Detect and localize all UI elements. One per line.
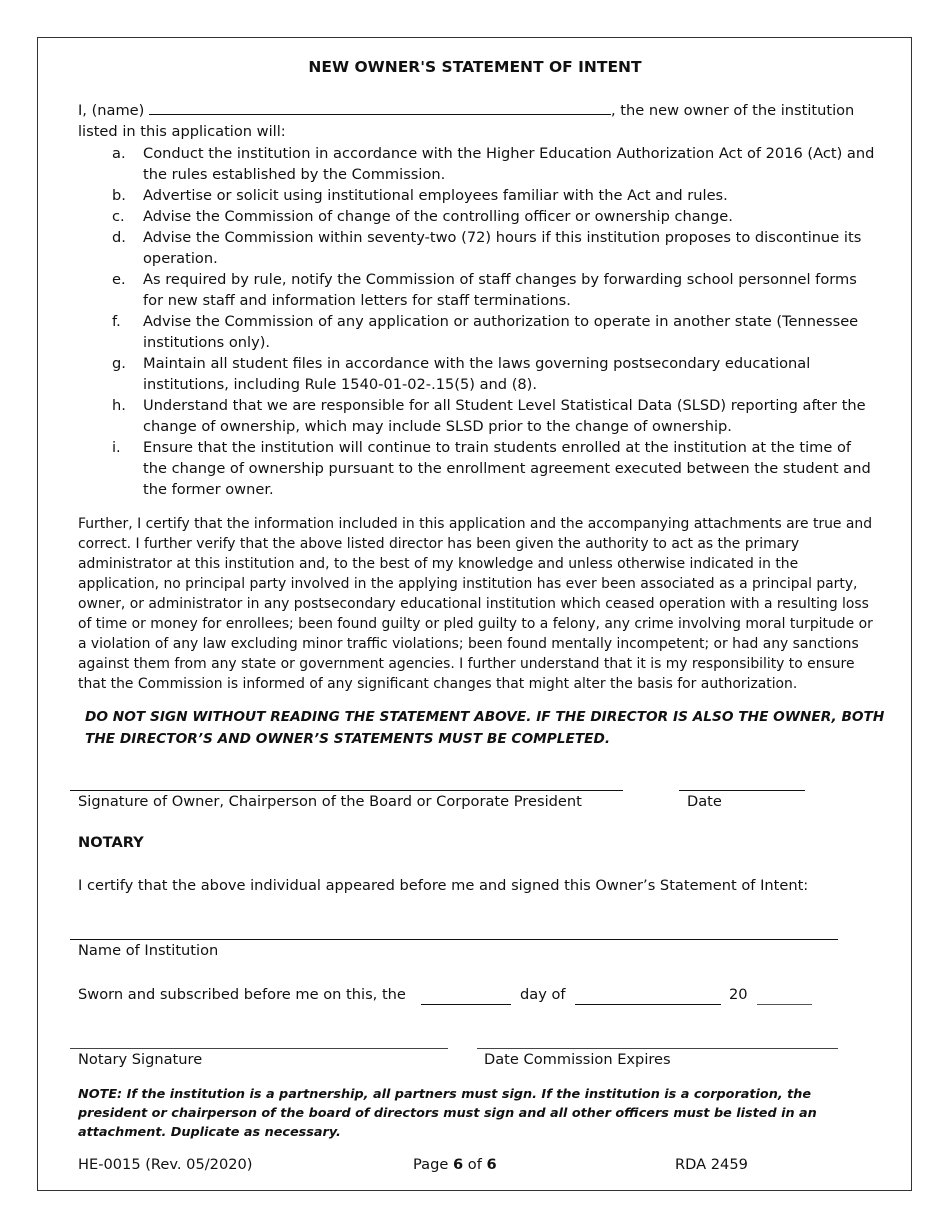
list-text: Advise the Commission within seventy-two (72) hours if this institution proposes to discontinue its operation. — [143, 229, 862, 267]
sworn-prefix: Sworn and subscribed before me on this, the — [78, 986, 406, 1003]
sworn-day-line[interactable] — [421, 1004, 511, 1005]
obligations-list — [112, 143, 877, 500]
list-letter: h. — [112, 397, 126, 414]
list-letter: d. — [112, 229, 126, 246]
list-item — [112, 437, 877, 500]
list-text: Advise the Commission of any application or authorization to operate in another state (Tennessee institutions only). — [143, 313, 859, 351]
list-item — [112, 185, 877, 206]
list-text: Maintain all student files in accordance with the laws governing postsecondary educational institutions, including Rule 1540-01-02-.15(5) and (8). — [143, 355, 811, 393]
list-item — [112, 143, 877, 185]
institution-name-label: Name of Institution — [78, 942, 219, 959]
list-letter: a. — [112, 145, 126, 162]
signature-date-label: Date — [687, 793, 722, 810]
notary-signature-line[interactable] — [70, 1048, 448, 1049]
list-text: Ensure that the institution will continue to train students enrolled at the institution at the time of the change of ownership pursuant to the enrollment agreement executed between the student and the former owner. — [143, 439, 871, 498]
list-item — [112, 395, 877, 437]
list-letter: b. — [112, 187, 126, 204]
list-letter: f. — [112, 313, 121, 330]
list-letter: c. — [112, 208, 125, 225]
of-word: of — [467, 1156, 482, 1173]
certification-paragraph: Further, I certify that the information included in this application and the accompanying attachments are true and correct. I further verify that the above listed director has been given the authority to act as the primary administrator at this institution and, to the best of my knowledge and unless otherwise indicated in the application, no principal party involved in the applying institution has ever been associated as a principal party, owner, or administrator in any postsecondary educational institution which ceased operation with a resulting loss of time or money for enrollees; been found guilty or pled guilty to a felony, any crime involving moral turpitude or a violation of any law excluding minor traffic violations; been found mentally incompetent; or had any sanctions against them from any state or government agencies. I further understand that it is my responsibility to ensure that the Commission is informed of any significant changes that might alter the basis for authorization. — [78, 516, 873, 692]
intro-line2: listed in this application will: — [78, 123, 286, 140]
warning-statement: DO NOT SIGN WITHOUT READING THE STATEMENT ABOVE. IF THE DIRECTOR IS ALSO THE OWNER, BOTH THE DIRECTOR’S AND OWNER’S STATEMENTS MUST BE COMPLETED. — [85, 709, 885, 747]
year-prefix: 20 — [729, 986, 748, 1003]
partnership-note: NOTE: If the institution is a partnership, all partners must sign. If the institution is a corporation, the president or chairperson of the board of directors must sign and all other officers must be listed in an attachment. Duplicate as necessary. — [78, 1087, 817, 1140]
form-id: HE-0015 (Rev. 05/2020) — [78, 1156, 253, 1173]
list-item — [112, 206, 877, 227]
owner-name-field[interactable] — [149, 100, 611, 115]
owner-signature-label: Signature of Owner, Chairperson of the Board or Corporate President — [78, 793, 582, 810]
list-text: Understand that we are responsible for all Student Level Statistical Data (SLSD) reporting after the change of ownership, which may include SLSD prior to the change of ownership. — [143, 397, 866, 435]
day-of-label: day of — [520, 986, 566, 1003]
page-current: 6 — [452, 1156, 464, 1173]
page-word: Page — [413, 1156, 449, 1173]
commission-expires-label: Date Commission Expires — [484, 1051, 671, 1068]
notary-heading: NOTARY — [78, 834, 144, 851]
list-letter: i. — [112, 439, 121, 456]
page-total: 6 — [486, 1156, 497, 1173]
intro-paragraph — [78, 100, 878, 142]
list-item — [112, 353, 877, 395]
sworn-month-line[interactable] — [575, 1004, 721, 1005]
list-item — [112, 269, 877, 311]
owner-signature-line[interactable] — [70, 790, 623, 791]
list-text: Conduct the institution in accordance with the Higher Education Authorization Act of 2016 (Act) and the rules established by the Commission. — [143, 145, 875, 183]
page-number — [413, 1156, 497, 1173]
commission-expires-line[interactable] — [477, 1048, 838, 1049]
list-text: Advertise or solicit using institutional employees familiar with the Act and rules. — [143, 187, 728, 204]
list-text: Advise the Commission of change of the controlling officer or ownership change. — [143, 208, 733, 225]
rda-code: RDA 2459 — [675, 1156, 748, 1173]
intro-suffix: , the new owner of the institution — [611, 102, 855, 119]
list-letter: e. — [112, 271, 126, 288]
intro-prefix: I, (name) — [78, 102, 145, 119]
list-text: As required by rule, notify the Commission of staff changes by forwarding school personnel forms for new staff and information letters for staff terminations. — [143, 271, 857, 309]
notary-signature-label: Notary Signature — [78, 1051, 203, 1068]
list-item — [112, 311, 877, 353]
notary-statement: I certify that the above individual appeared before me and signed this Owner’s Statement of Intent: — [78, 877, 809, 894]
list-item — [112, 227, 877, 269]
institution-name-line[interactable] — [70, 939, 838, 940]
list-letter: g. — [112, 355, 126, 372]
page-title: NEW OWNER'S STATEMENT OF INTENT — [308, 58, 642, 76]
signature-date-line[interactable] — [679, 790, 805, 791]
sworn-year-line[interactable] — [757, 1004, 812, 1005]
